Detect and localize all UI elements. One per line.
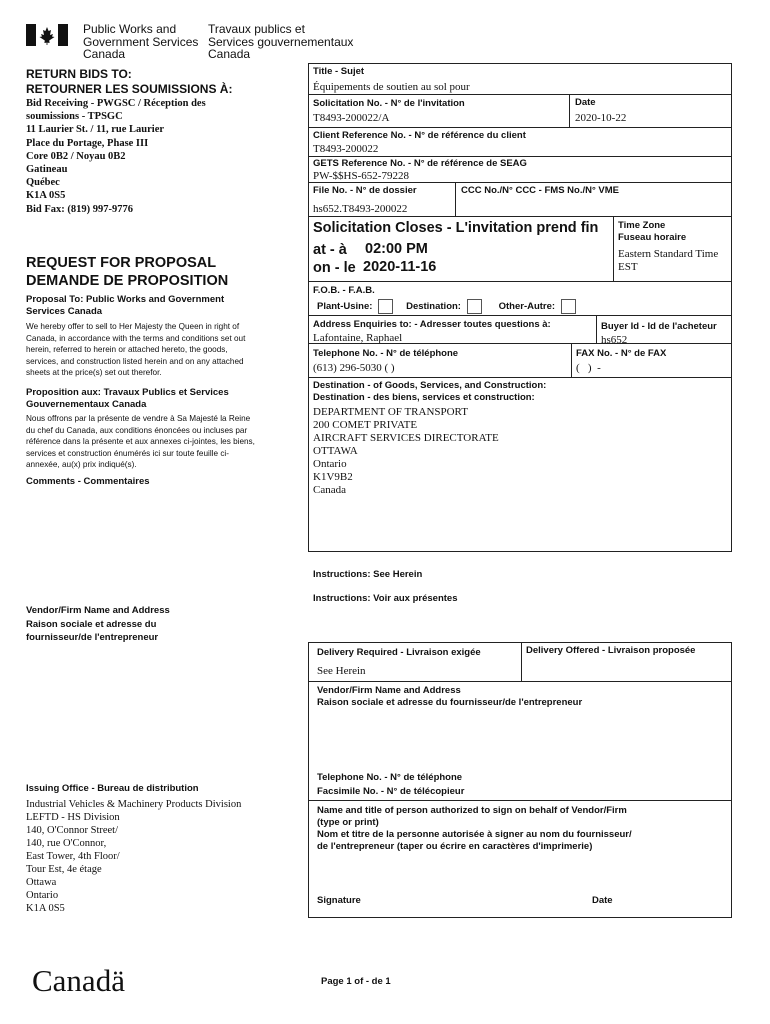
proposal-to-fr: Proposition aux: Travaux Publics et Services Gouvernementaux Canada [26,387,229,410]
client-ref-value: T8493-200022 [313,143,379,155]
issuing-address-line: Ottawa [26,877,57,888]
ccc-label: CCC No./N° CCC - FMS No./N° VME [461,185,620,196]
tz-value: Eastern Standard Time EST [618,248,719,273]
instructions-fr: Instructions: Voir aux présentes [313,593,458,604]
authorized-person-label: Name and title of person authorized to sign on behalf of Vendor/Firm (type or print) Nom et titre de la personne autorisée à signer au nom du fournisseur/ de l'entrepreneur (taper ou écrire en caractères d'imprimerie) [317,805,632,852]
solicitation-label: Solicitation No. - N° de l'invitation [313,98,465,109]
destination-address-line: Canada [313,484,346,496]
proposal-to-en: Proposal To: Public Works and Government Services Canada [26,294,225,317]
return-address-line: K1A 0S5 [26,190,66,202]
return-address-line: 11 Laurier St. / 11, rue Laurier [26,124,165,136]
destination-option-label: Destination: [406,301,461,313]
other-label: Other-Autre: [498,301,556,313]
issuing-address-line: 140, O'Connor Street/ [26,825,119,836]
closing-date-value: 2020-11-16 [363,259,437,275]
destination-address-line: OTTAWA [313,445,358,457]
dept-name-fr: Travaux publics et Services gouvernementaux Canada [208,22,354,61]
date-label: Date [575,97,596,108]
form-bottom-box [308,642,732,918]
destination-address-line: 200 COMET PRIVATE [313,419,418,431]
buyer-label: Buyer Id - Id de l'acheteur [601,321,717,332]
canada-flag-icon [26,24,68,46]
file-label: File No. - N° de dossier [313,185,417,196]
return-bids-address [26,97,206,216]
vendor-name-label: Vendor/Firm Name and Address Raison sociale et adresse du fournisseur/de l'entrepreneur [317,685,583,708]
return-address-line: Québec [26,177,60,189]
offer-text-fr: Nous offrons par la présente de vendre à Sa Majesté la Reine du chef du Canada, aux conditions énoncées ou incluses par référence dans la présente et aux annexes ci-jointes, les biens, services et construction énumérés ici sur toute feuille ci-annexée, au(x) prix indiqué(s). [26,414,255,470]
issuing-address-line: East Tower, 4th Floor/ [26,851,120,862]
destination-address-line: K1V9B2 [313,471,353,483]
return-address-line: Core 0B2 / Noyau 0B2 [26,150,126,162]
solicitation-value: T8493-200022/A [313,112,390,124]
offer-text-en: We hereby offer to sell to Her Majesty the Queen in right of Canada, in accordance with the terms and conditions set out herein, referred to herein or attached hereto, the goods, services, and construction listed herein and on any attached sheets at the price(s) set out therefor. [26,322,246,378]
return-address-line: Gatineau [26,164,68,176]
dept-name-en: Public Works and Government Services Canada [83,22,199,61]
return-bids-title: RETURN BIDS TO: RETOURNER LES SOUMISSIONS À: [26,67,233,96]
plant-label: Plant-Usine: [317,301,373,313]
fax-value: ( ) - [576,362,601,374]
address-enquiries-value: Lafontaine, Raphael [313,332,403,344]
facsimile-label: Facsimile No. - N° de télécopieur [317,786,465,797]
destination-address-line: Ontario [313,458,347,470]
signature-date-label: Date [592,895,613,906]
authorized-person-field[interactable] [317,858,717,888]
issuing-office-address [26,798,241,915]
issuing-address-line: Ontario [26,890,59,901]
telephone-label: Telephone No. - N° de téléphone [313,348,459,359]
issuing-address-line: 140, rue O'Connor, [26,838,107,849]
other-checkbox[interactable] [561,299,576,314]
gets-label: GETS Reference No. - N° de référence de SEAG [313,158,527,169]
signature-label: Signature [317,895,361,906]
on-label: on - le [313,260,356,276]
telephone-value: (613) 296-5030 ( ) [313,362,395,374]
return-address-line: Bid Receiving - PWGSC / Réception des [26,98,206,109]
title-value: Équipements de soutien au sol pour [313,81,470,93]
destination-address-line: DEPARTMENT OF TRANSPORT [313,406,468,418]
fax-label: FAX No. - N° de FAX [576,348,667,359]
issuing-address-line: K1A 0S5 [26,903,65,914]
fob-options [317,299,582,314]
issuing-address-line: Tour Est, 4e étage [26,864,102,875]
address-enquiries-label: Address Enquiries to: - Adresser toutes questions à: [313,319,551,330]
issuing-address-line: Industrial Vehicles & Machinery Products Division [26,799,242,810]
instructions-en: Instructions: See Herein [313,569,423,580]
destination-address-line: AIRCRAFT SERVICES DIRECTORATE [313,432,499,444]
buyer-value: hs652 [601,334,628,343]
vendor-name-field[interactable] [449,713,719,768]
closing-time-value: 02:00 PM [365,241,428,257]
issuing-office-label: Issuing Office - Bureau de distribution [26,783,199,794]
destination-checkbox[interactable] [467,299,482,314]
closes-title: Solicitation Closes - L'invitation prend fin [313,220,599,236]
return-address-line: soumissions - TPSGC [26,111,123,123]
return-address-line: Place du Portage, Phase III [26,137,149,149]
phone-label: Telephone No. - N° de téléphone [317,772,463,783]
date-value: 2020-10-22 [575,112,627,124]
delivery-required-label: Delivery Required - Livraison exigée [317,647,481,658]
gets-value: PW-$$HS-652-79228 [313,170,409,182]
title-label: Title - Sujet [313,66,365,77]
issuing-address-line: LEFTD - HS Division [26,812,120,823]
destination-address [313,406,499,497]
delivery-offered-label: Delivery Offered - Livraison proposée [526,645,696,656]
rfp-title: REQUEST FOR PROPOSAL DEMANDE DE PROPOSITION [26,255,229,289]
at-label: at - à [313,242,347,258]
tz-label: Time Zone Fuseau horaire [618,220,687,243]
destination-label: Destination - of Goods, Services, and Construction: Destination - des biens, services et construction: [313,380,547,403]
plant-checkbox[interactable] [378,299,393,314]
file-value: hs652.T8493-200022 [313,203,408,215]
form-top-box [308,63,732,552]
return-address-line: Bid Fax: (819) 997-9776 [26,203,134,215]
client-ref-label: Client Reference No. - N° de référence du client [313,130,526,141]
delivery-required-value: See Herein [317,665,366,677]
page-number: Page 1 of - de 1 [321,976,391,987]
comments-label: Comments - Commentaires [26,476,150,487]
fob-label: F.O.B. - F.A.B. [313,285,375,296]
canada-wordmark: Canadä [32,963,125,998]
vendor-left-label: Vendor/Firm Name and Address Raison sociale et adresse du fournisseur/de l'entrepreneur [26,605,170,643]
